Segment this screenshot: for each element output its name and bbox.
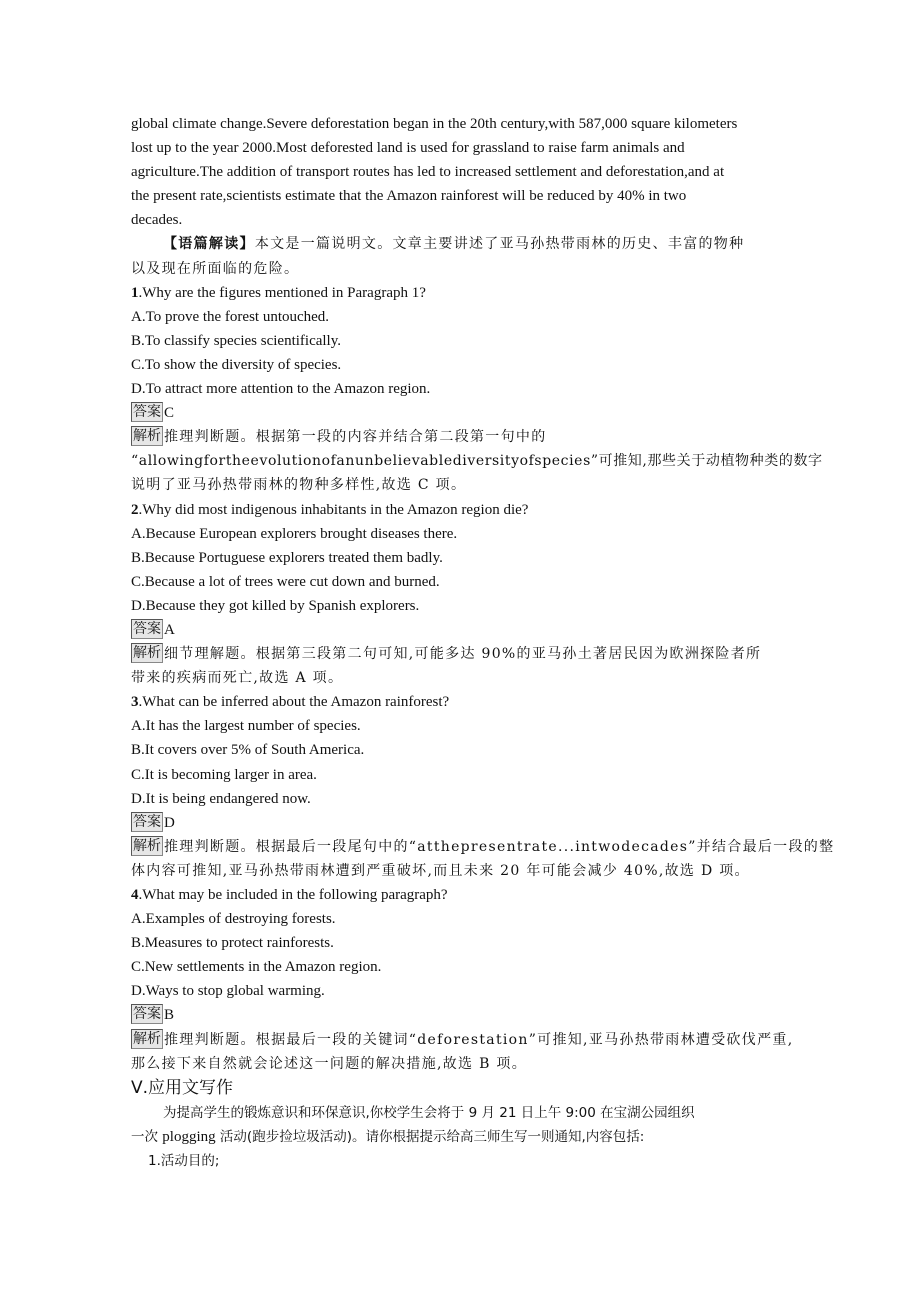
question-1 <box>131 281 823 498</box>
question-number: 2 <box>131 501 139 518</box>
question-number: 4 <box>131 887 139 903</box>
explanation-text: 细节理解题。根据第三段第二句可知,可能多达 90%的亚马孙土著居民因为欧洲探险者所 <box>164 646 762 663</box>
option-a: A.To prove the forest untouched. <box>131 308 330 325</box>
passage-line: lost up to the year 2000.Most deforested land is used for grassland to raise farm animals and <box>131 140 685 157</box>
option-d: D.To attract more attention to the Amazon region. <box>131 381 431 398</box>
answer-value: A <box>164 621 175 638</box>
explanation-badge: 解析 <box>133 837 161 854</box>
writing-prompt-keyword: plogging <box>162 1128 216 1145</box>
question-stem: .Why did most indigenous inhabitants in the Amazon region die? <box>138 501 529 518</box>
section-roman-numeral: Ⅴ <box>131 1077 143 1097</box>
analysis-text: 以及现在所面临的危险。 <box>131 260 300 277</box>
explanation-text: 推理判断题。根据第一段的内容并结合第二段第一句中的 <box>164 429 547 446</box>
option-c: C.New settlements in the Amazon region. <box>131 959 382 976</box>
option-a: A.It has the largest number of species. <box>131 718 361 735</box>
option-c: C.To show the diversity of species. <box>131 356 342 373</box>
answer-value: C <box>164 405 175 422</box>
option-b: B.To classify species scientifically. <box>131 332 341 349</box>
document-page <box>131 112 835 1173</box>
explanation-text: 体内容可推知,亚马孙热带雨林遭到严重破坏,而且未来 20 年可能会减少 40%,故选 D 项。 <box>131 862 750 879</box>
option-b: B.Measures to protect rainforests. <box>131 935 334 952</box>
answer-badge: 答案 <box>133 404 161 421</box>
option-d: D.Because they got killed by Spanish explorers. <box>131 597 420 614</box>
explanation-text: 推理判断题。根据最后一段的关键词“deforestation”可推知,亚马孙热带雨林遭受砍伐严重, <box>164 1031 794 1048</box>
option-d: D.It is being endangered now. <box>131 790 311 807</box>
question-3 <box>131 690 835 883</box>
option-c: C.Because a lot of trees were cut down and burned. <box>131 573 440 590</box>
writing-item: 1.活动目的; <box>148 1152 220 1169</box>
writing-prompt: 一次 <box>131 1128 163 1145</box>
answer-badge: 答案 <box>133 1006 161 1023</box>
answer-badge: 答案 <box>133 620 161 637</box>
question-stem: .Why are the figures mentioned in Paragraph 1? <box>138 284 426 301</box>
option-a: A.Because European explorers brought diseases there. <box>131 525 458 542</box>
option-c: C.It is becoming larger in area. <box>131 766 317 783</box>
explanation-badge: 解析 <box>133 428 161 445</box>
analysis-label: 【语篇解读】 <box>163 236 255 253</box>
explanation-text: “allowingfortheevolutionofanunbelievablediversityofspecies”可推知,那些关于动植物种类的数字 <box>131 453 823 470</box>
passage-tail <box>131 112 801 232</box>
writing-prompt: 活动(跑步捡垃圾活动)。请你根据提示给高三师生写一则通知,内容包括: <box>215 1128 645 1145</box>
explanation-text: 那么接下来自然就会论述这一问题的解决措施,故选 B 项。 <box>131 1055 528 1072</box>
question-stem: .What may be included in the following paragraph? <box>138 887 448 903</box>
answer-value: B <box>164 1007 175 1024</box>
explanation-badge: 解析 <box>133 645 161 662</box>
question-number: 3 <box>131 694 139 711</box>
answer-badge: 答案 <box>133 813 161 830</box>
option-b: B.It covers over 5% of South America. <box>131 742 365 759</box>
section-title <box>131 1075 801 1101</box>
passage-line: global climate change.Severe deforestation began in the 20th century,with 587,000 square kilometers <box>131 116 738 132</box>
passage-analysis <box>131 232 801 280</box>
writing-prompt: 为提高学生的锻炼意识和环保意识,你校学生会将于 9 月 21 日上午 9:00 在宝湖公园组织 <box>163 1104 695 1121</box>
section-title-text: .应用文写作 <box>142 1077 234 1098</box>
explanation-text: 说明了亚马孙热带雨林的物种多样性,故选 C 项。 <box>131 477 467 494</box>
option-a: A.Examples of destroying forests. <box>131 911 336 928</box>
explanation-text: 带来的疾病而死亡,故选 A 项。 <box>131 670 344 687</box>
question-number: 1 <box>131 284 139 301</box>
answer-value: D <box>164 814 175 831</box>
question-4 <box>131 883 801 1076</box>
passage-line: agriculture.The addition of transport routes has led to increased settlement and deforestation,and at <box>131 164 725 181</box>
question-stem: .What can be inferred about the Amazon rainforest? <box>138 694 450 711</box>
passage-line: decades. <box>131 212 183 229</box>
explanation-badge: 解析 <box>133 1030 161 1047</box>
analysis-text: 本文是一篇说明文。文章主要讲述了亚马孙热带雨林的历史、丰富的物种 <box>254 236 745 253</box>
explanation-text: 推理判断题。根据最后一段尾句中的“atthepresentrate...intwodecades”并结合最后一段的整 <box>164 838 835 855</box>
question-2 <box>131 498 801 691</box>
option-d: D.Ways to stop global warming. <box>131 983 325 1000</box>
section-v <box>131 1075 801 1173</box>
option-b: B.Because Portuguese explorers treated them badly. <box>131 549 443 566</box>
passage-line: the present rate,scientists estimate that the Amazon rainforest will be reduced by 40% in two <box>131 188 687 205</box>
